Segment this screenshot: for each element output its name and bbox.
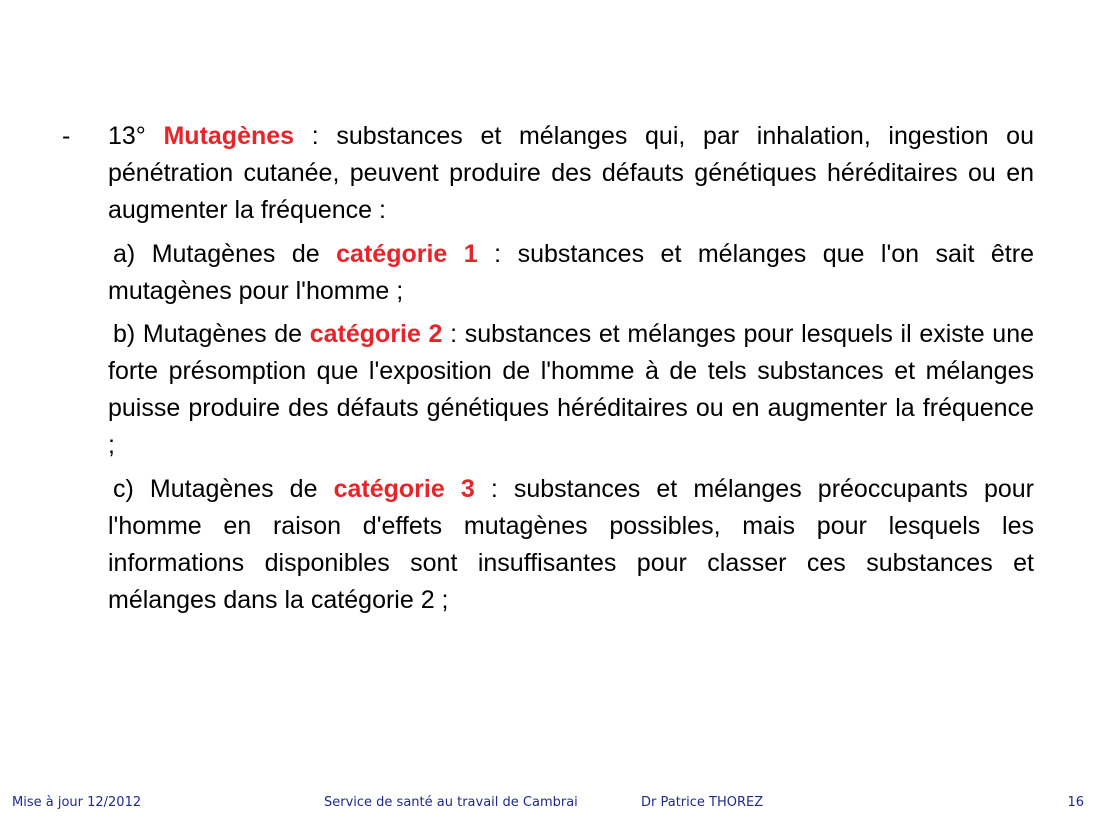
bullet-marker: - — [62, 122, 71, 150]
paragraph-text-before: b) Mutagènes de — [113, 320, 310, 348]
paragraph-text-before: 13° — [108, 122, 164, 150]
paragraph-text-after: : substances et mélanges préoccupants pour l'homme en raison d'effets mutagènes possibles, mais pour lesquels les informations disponibles sont insuffisantes pour classer ces substances et mélanges dans la catégorie 2 ; — [108, 475, 1035, 614]
highlight-term: catégorie 3 — [333, 475, 475, 503]
highlight-term: catégorie 2 — [309, 320, 443, 348]
paragraph-category-3 — [108, 471, 1034, 619]
highlight-term: Mutagènes — [163, 122, 295, 150]
paragraph-text-after: : substances et mélanges que l'on sait être mutagènes pour l'homme ; — [108, 240, 1034, 305]
paragraph-text-before: c) Mutagènes de — [113, 475, 334, 503]
footer-service: Service de santé au travail de Cambrai — [324, 795, 578, 810]
footer-update-date: Mise à jour 12/2012 — [12, 795, 142, 810]
paragraph-category-1 — [108, 236, 1034, 310]
paragraph-category-2 — [108, 316, 1034, 464]
highlight-term: catégorie 1 — [336, 240, 478, 268]
paragraph-text-after: : substances et mélanges pour lesquels il existe une forte présomption que l'exposition de l'homme à de tels substances et mélanges puisse produire des défauts génétiques héréditaires ou en augmenter la fréquence ; — [108, 320, 1034, 459]
paragraph-text-before: a) Mutagènes de — [113, 240, 337, 268]
paragraph-text-after: : substances et mélanges qui, par inhalation, ingestion ou pénétration cutanée, peuvent produire des défauts génétiques héréditaires ou en augmenter la fréquence : — [108, 122, 1034, 224]
footer-page-number: 16 — [1067, 795, 1084, 810]
paragraph-mutagenes-intro — [108, 118, 1034, 229]
footer-author: Dr Patrice THOREZ — [641, 795, 764, 810]
